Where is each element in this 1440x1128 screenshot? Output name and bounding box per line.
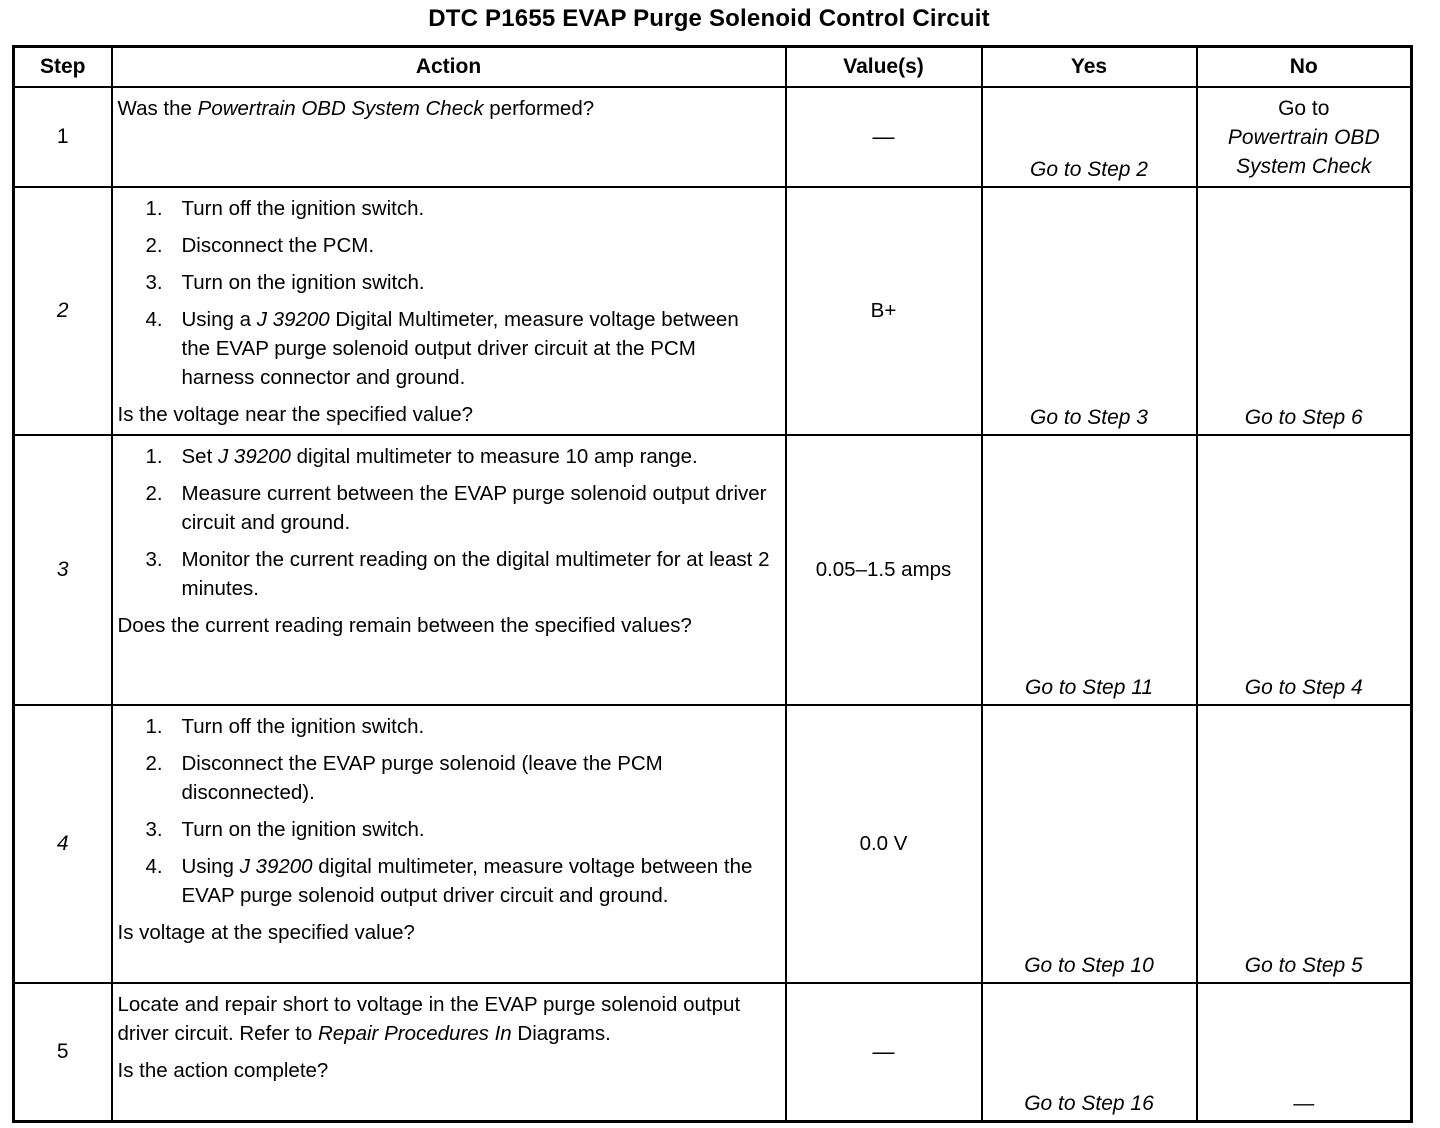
diagnostic-table [12,45,1413,1123]
list-item: 2. Disconnect the EVAP purge solenoid (leave the PCM disconnected). [145,752,663,804]
action-cell [112,87,786,187]
header-yes: Yes [982,47,1197,88]
table-row [14,87,1412,187]
action-paragraph: Locate and repair short to voltage in the EVAP purge solenoid output driver circuit. Refer to Repair Procedures In Diagrams. [117,993,741,1045]
step-number: 2 [14,187,112,435]
value-cell: — [786,983,982,1121]
action-question: Does the current reading remain between the specified values? [117,614,692,637]
value-cell: — [786,87,982,187]
action-cell [112,187,786,435]
list-item: 2. Disconnect the PCM. [145,234,375,257]
action-cell [112,983,786,1121]
list-item: 4. Using a J 39200 Digital Multimeter, measure voltage between the EVAP purge solenoid output driver circuit at the PCM harness connector and ground. [145,308,739,389]
table-row [14,983,1412,1121]
no-link[interactable]: Go to Step 6 [1197,187,1412,435]
header-action: Action [112,47,786,88]
no-link[interactable]: Go to Powertrain OBD System Check [1197,87,1412,187]
page-title: DTC P1655 EVAP Purge Solenoid Control Circuit [428,5,990,32]
yes-link[interactable]: Go to Step 2 [982,87,1197,187]
procedure-reference[interactable]: Repair Procedures In [318,1022,512,1045]
list-item: 4. Using J 39200 digital multimeter, measure voltage between the EVAP purge solenoid output driver circuit and ground. [145,855,753,907]
no-value: — [1197,983,1412,1121]
table-row [14,435,1412,705]
action-question: Is the action complete? [117,1059,329,1082]
yes-link[interactable]: Go to Step 3 [982,187,1197,435]
action-question: Is voltage at the specified value? [117,921,415,944]
step-number: 5 [14,983,112,1121]
list-item: 3. Turn on the ignition switch. [145,271,425,294]
value-cell: 0.05–1.5 amps [786,435,982,705]
list-item: 1. Turn off the ignition switch. [145,197,425,220]
action-question: Was the Powertrain OBD System Check performed? [117,97,595,120]
header-step: Step [14,47,112,88]
table-row [14,705,1412,983]
table-row [14,187,1412,435]
yes-link[interactable]: Go to Step 10 [982,705,1197,983]
value-cell: B+ [786,187,982,435]
action-cell [112,435,786,705]
list-item: 2. Measure current between the EVAP purge solenoid output driver circuit and ground. [145,482,767,534]
step-number: 1 [14,87,112,187]
header-row [14,47,1412,88]
value-cell: 0.0 V [786,705,982,983]
header-no: No [1197,47,1412,88]
list-item: 3. Turn on the ignition switch. [145,818,425,841]
step-number: 3 [14,435,112,705]
action-cell [112,705,786,983]
step-number: 4 [14,705,112,983]
yes-link[interactable]: Go to Step 16 [982,983,1197,1121]
header-values: Value(s) [786,47,982,88]
action-question: Is the voltage near the specified value? [117,403,474,426]
yes-link[interactable]: Go to Step 11 [982,435,1197,705]
list-item: 1. Turn off the ignition switch. [145,715,425,738]
procedure-reference[interactable]: Powertrain OBD System Check [197,97,484,120]
no-link[interactable]: Go to Step 5 [1197,705,1412,983]
list-item: 1. Set J 39200 digital multimeter to measure 10 amp range. [145,445,698,468]
list-item: 3. Monitor the current reading on the digital multimeter for at least 2 minutes. [145,548,770,600]
no-link[interactable]: Go to Step 4 [1197,435,1412,705]
